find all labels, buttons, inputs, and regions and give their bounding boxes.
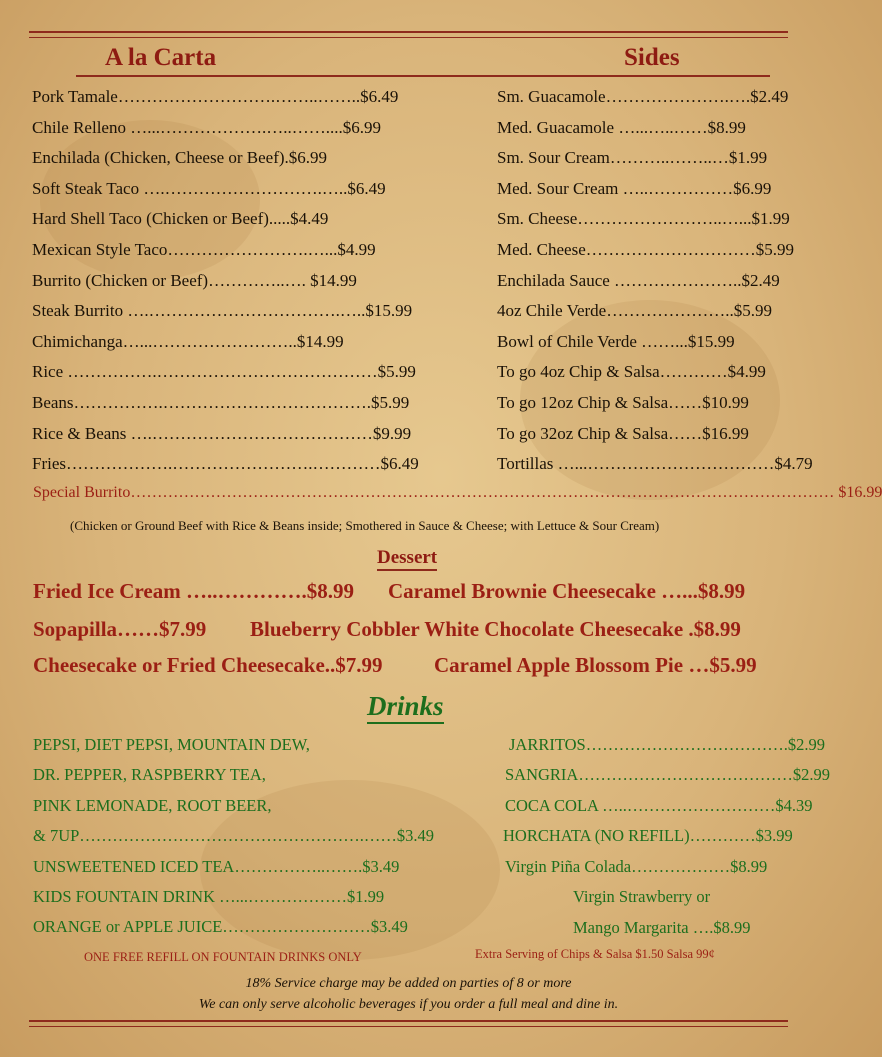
dessert-item: Caramel Brownie Cheesecake …...$8.99 [388,579,746,603]
menu-item: Hard Shell Taco (Chicken or Beef).....$4.49 [32,209,329,229]
drink-item: KIDS FOUNTAIN DRINK …...………………$1.99 [33,886,385,906]
side-item: Bowl of Chile Verde ……...$15.99 [497,331,735,351]
header-drinks: Drinks [367,690,444,724]
dessert-item: Sopapilla……$7.99 [33,617,207,641]
a-la-carta-list [32,87,419,485]
header-dessert: Dessert [377,547,437,571]
header-a-la-carta: A la Carta [105,44,217,71]
drink-item: COCA COLA …..………………………$4.39 [505,796,813,815]
bottom-rule [29,1020,788,1022]
side-item: Sm. Cheese……………………..…...$1.99 [497,209,790,229]
drink-item: & 7UP…………………………………………….……$3.49 [33,826,435,846]
side-item: To go 4oz Chip & Salsa…………$4.99 [497,362,766,382]
menu-item: Soft Steak Taco ….……………………….…..$6.49 [32,178,386,198]
refill-note: ONE FREE REFILL ON FOUNTAIN DRINKS ONLY [84,950,362,964]
drinks-left-list [33,735,434,948]
dessert-item: Fried Ice Cream …..………….$8.99 [33,579,354,603]
footer-alcohol-policy: We can only serve alcoholic beverages if you order a full meal and dine in. [198,997,619,1012]
menu-item: Chile Relleno …...……………….…..……....$6.99 [32,117,381,137]
header-sides: Sides [624,44,680,71]
side-item: Med. Guacamole …...…..……$8.99 [497,117,746,137]
bottom-rule-thin [29,1026,788,1027]
side-item: Sm. Guacamole………………….….$2.49 [497,87,789,106]
menu-item: Rice …………….…………………………………$5.99 [32,362,416,382]
drink-item: Virgin Piña Colada………………$8.99 [505,857,768,876]
menu-item: Pork Tamale……………………….……..……..$6.49 [32,87,399,106]
special-description: (Chicken or Ground Beef with Rice & Beans inside; Smothered in Sauce & Cheese; with Lettuce & Sour Cream) [70,518,660,533]
dessert-item: Cheesecake or Fried Cheesecake..$7.99 [33,653,383,677]
menu-item: Steak Burrito ….…………………………….…..$15.99 [32,301,413,321]
drink-item: PEPSI, DIET PEPSI, MOUNTAIN DEW, [33,735,310,754]
menu-item: Chimichanga…...……………………..$14.99 [32,331,344,351]
side-item: Sm. Sour Cream………..……..…$1.99 [497,148,768,168]
menu-item: Burrito (Chicken or Beef)…………..…. $14.99 [32,270,357,290]
top-rule [29,31,788,33]
header-underline [76,75,770,77]
special-burrito: Special Burrito…………………………………………………………………………………………………………………… $16.99 [33,484,882,501]
drink-item: ORANGE or APPLE JUICE………………………$3.49 [33,917,408,937]
side-item: To go 12oz Chip & Salsa……$10.99 [497,392,749,412]
top-rule-thin [29,37,788,38]
menu-item: Mexican Style Taco…………………….…...$4.99 [32,239,376,259]
side-item: Enchilada Sauce …………………..$2.49 [497,270,780,290]
sides-list [497,87,813,485]
menu-item: Fries……………….…………………….…………$6.49 [32,454,419,474]
menu-item: Enchilada (Chicken, Cheese or Beef).$6.99 [32,148,328,168]
drink-item: DR. PEPPER, RASPBERRY TEA, [33,765,266,785]
drink-item: Mango Margarita ….$8.99 [573,918,751,937]
dessert-item: Blueberry Cobbler White Chocolate Cheesecake .$8.99 [250,617,741,641]
extra-note: Extra Serving of Chips & Salsa $1.50 Salsa 99¢ [475,947,715,961]
drink-item: JARRITOS……………………………….$2.99 [509,735,825,754]
side-item: Med. Cheese…………………………$5.99 [497,239,795,259]
dessert-item: Caramel Apple Blossom Pie …$5.99 [434,653,757,677]
drink-item: HORCHATA (NO REFILL)…………$3.99 [503,826,793,845]
footer-service-charge: 18% Service charge may be added on parties of 8 or more [245,976,572,991]
drink-item: Virgin Strawberry or [573,887,711,906]
side-item: 4oz Chile Verde…………………..$5.99 [497,301,772,321]
side-item: Med. Sour Cream …..……………$6.99 [497,178,772,198]
side-item: Tortillas …...……………………………$4.79 [497,454,813,474]
drink-item: PINK LEMONADE, ROOT BEER, [33,795,272,815]
drink-item: UNSWEETENED ICED TEA……………..…….$3.49 [33,856,400,876]
menu-item: Rice & Beans ….…………………………………$9.99 [32,423,412,443]
drink-item: SANGRIA…………………………………$2.99 [505,765,830,784]
side-item: To go 32oz Chip & Salsa……$16.99 [497,423,749,443]
menu-item: Beans…………….……………………………….$5.99 [32,392,410,412]
